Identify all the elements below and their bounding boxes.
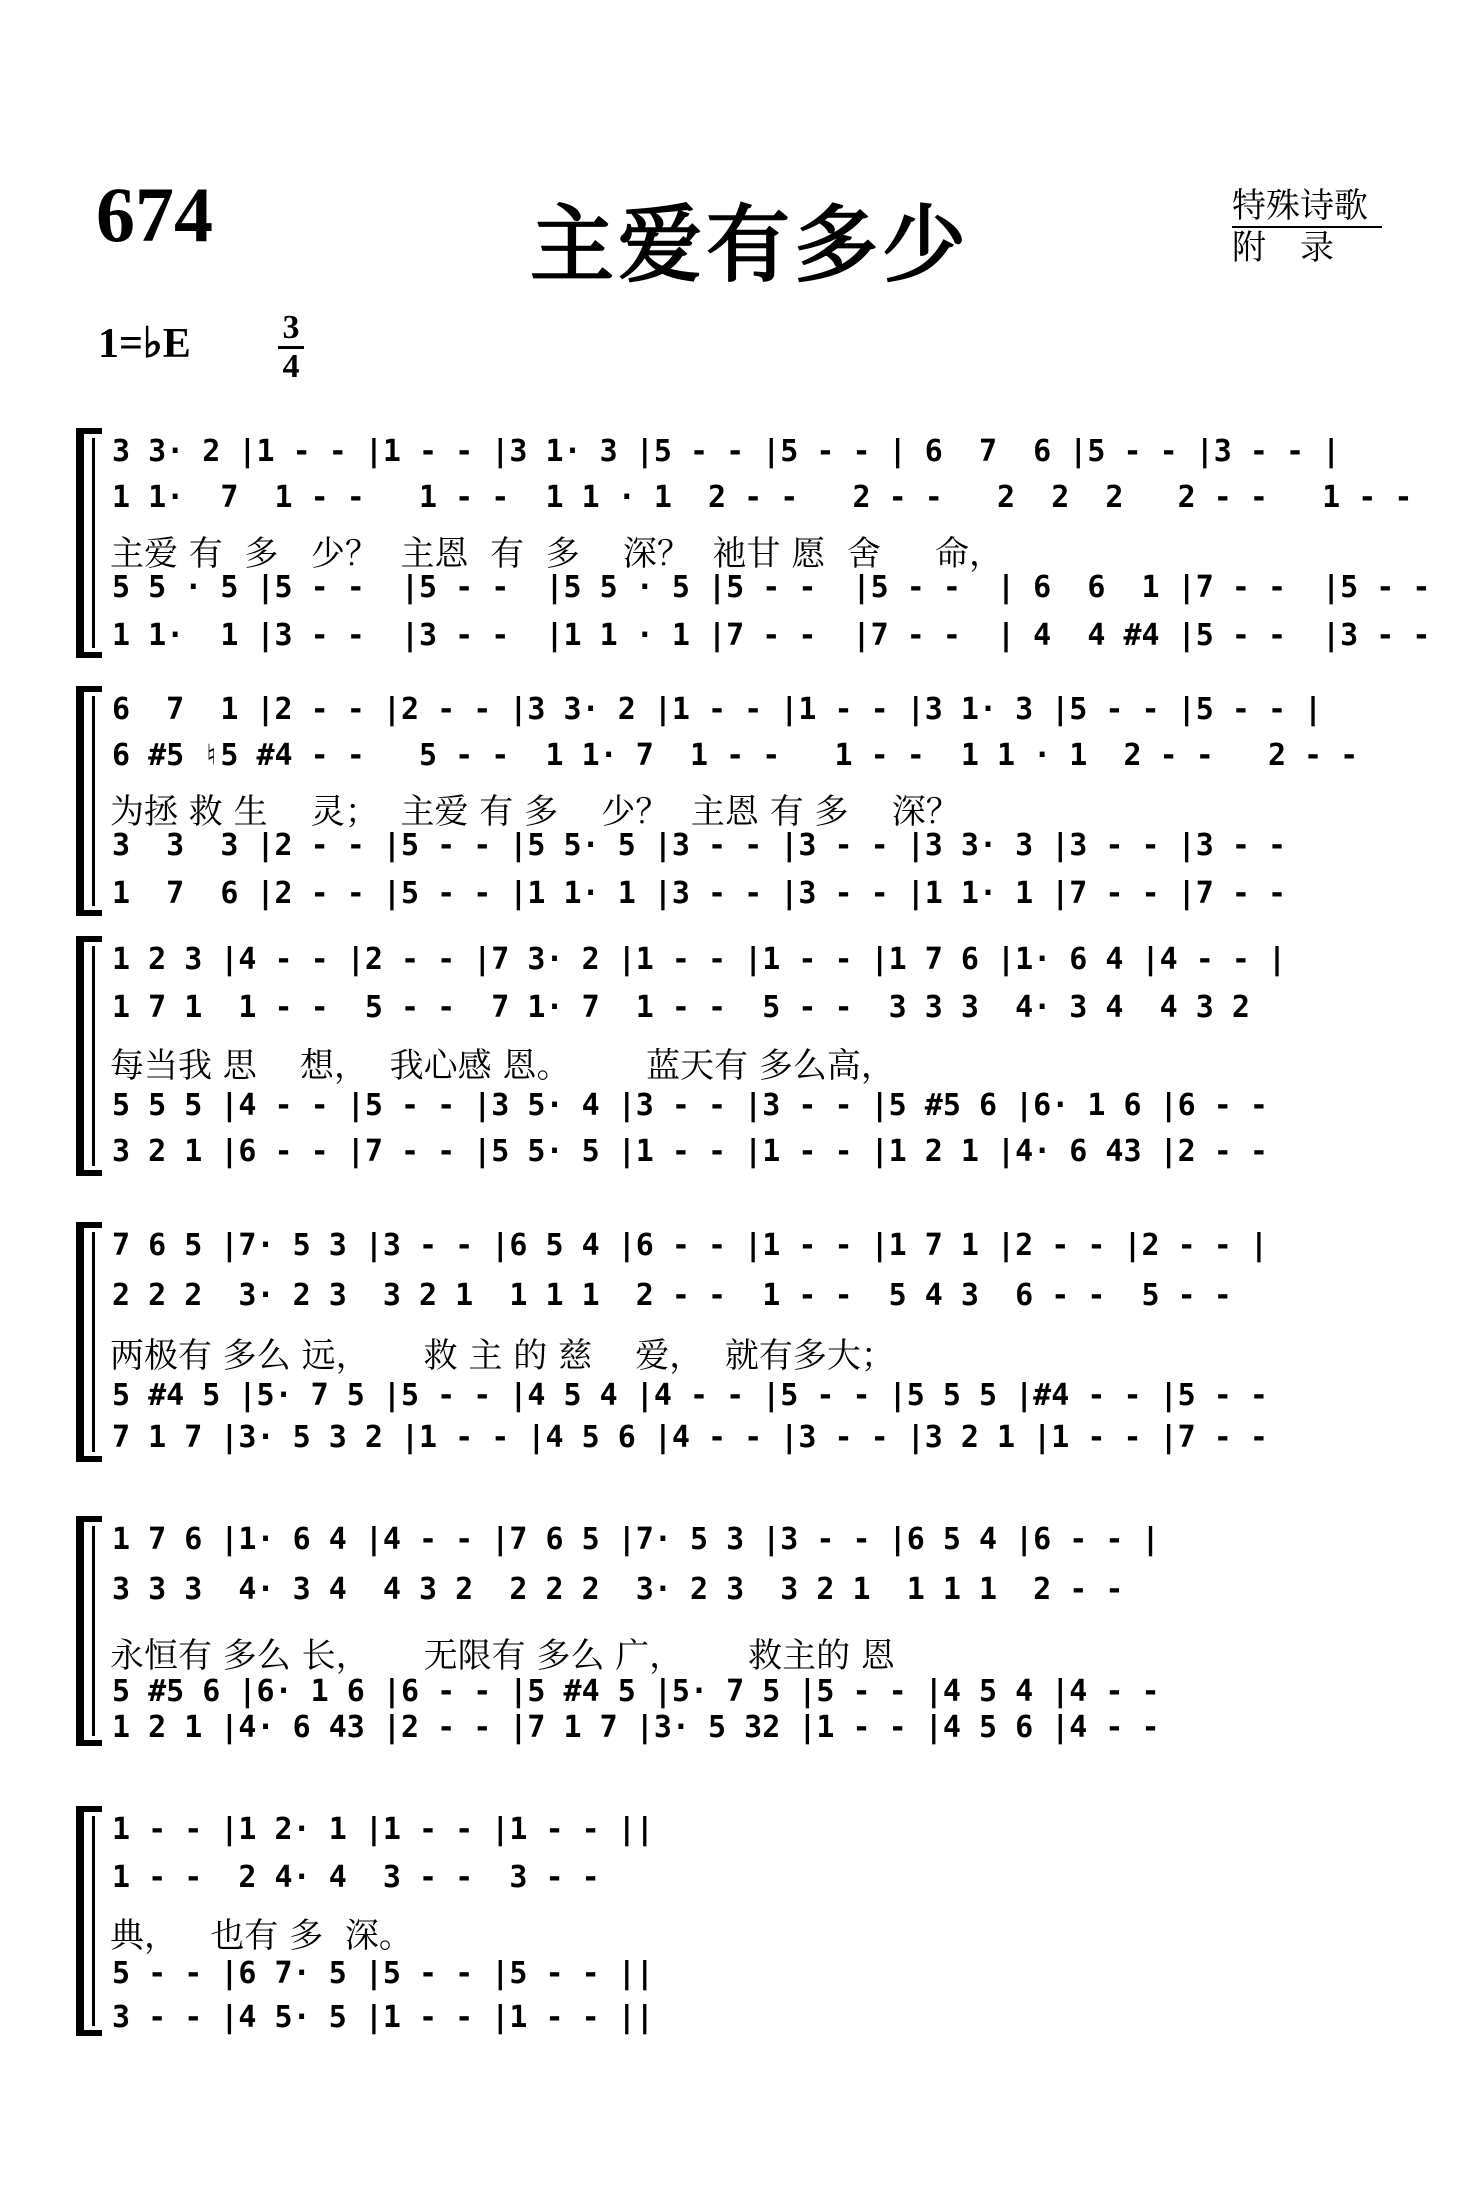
- bass-line: 3 - - |4 5· 5 |1 - - |1 - - ||: [112, 2000, 654, 2035]
- bass-line: 3 2 1 |6 - - |7 - - |5 5· 5 |1 - - |1 - - |1 2 1 |4· 6 43 |2 - -: [112, 1134, 1268, 1169]
- category-line-2: 附录: [1232, 228, 1368, 268]
- bass-line: 7 1 7 |3· 5 3 2 |1 - - |4 5 6 |4 - - |3 - - |3 2 1 |1 - - |7 - -: [112, 1420, 1268, 1455]
- alto-line: 2 2 2 3· 2 3 3 2 1 1 1 1 2 - - 1 - - 5 4 3 6 - - 5 - -: [112, 1278, 1232, 1313]
- alto-line: 6 #5 ♮5 #4 - - 5 - - 1 1· 7 1 - - 1 - - 1 1 · 1 2 - - 2 - -: [112, 738, 1359, 773]
- tenor-line: 5 #5 6 |6· 1 6 |6 - - |5 #4 5 |5· 7 5 |5 - - |4 5 4 |4 - -: [112, 1674, 1160, 1709]
- tenor-line: 5 5 · 5 |5 - - |5 - - |5 5 · 5 |5 - - |5 - - | 6 6 1 |7 - - |5 - -: [112, 570, 1431, 605]
- category-line-1: 特殊诗歌: [1232, 186, 1382, 228]
- music-system-4: [68, 1222, 1398, 1462]
- alto-line: 1 7 1 1 - - 5 - - 7 1· 7 1 - - 5 - - 3 3 3 4· 3 4 4 3 2: [112, 990, 1250, 1025]
- key-signature: 1=♭E: [98, 321, 191, 367]
- alto-line: 1 1· 7 1 - - 1 - - 1 1 · 1 2 - - 2 - - 2 2 2 2 - - 1 - -: [112, 480, 1413, 515]
- category-label: [1232, 186, 1382, 268]
- tenor-line: 5 #4 5 |5· 7 5 |5 - - |4 5 4 |4 - - |5 - - |5 5 5 |#4 - - |5 - -: [112, 1378, 1268, 1413]
- page-title: 主爱有多少: [530, 195, 971, 294]
- soprano-line: 1 2 3 |4 - - |2 - - |7 3· 2 |1 - - |1 - - |1 7 6 |1· 6 4 |4 - - |: [112, 942, 1286, 977]
- soprano-line: 3 3· 2 |1 - - |1 - - |3 1· 3 |5 - - |5 - - | 6 7 6 |5 - - |3 - - |: [112, 434, 1341, 469]
- time-signature: [278, 310, 304, 385]
- music-system-3: [68, 936, 1398, 1176]
- tenor-line: 3 3 3 |2 - - |5 - - |5 5· 5 |3 - - |3 - - |3 3· 3 |3 - - |3 - -: [112, 828, 1286, 863]
- soprano-line: 7 6 5 |7· 5 3 |3 - - |6 5 4 |6 - - |1 - - |1 7 1 |2 - - |2 - - |: [112, 1228, 1268, 1263]
- soprano-line: 1 7 6 |1· 6 4 |4 - - |7 6 5 |7· 5 3 |3 - - |6 5 4 |6 - - |: [112, 1522, 1160, 1557]
- hymn-number: 674: [96, 171, 213, 258]
- alto-line: 3 3 3 4· 3 4 4 3 2 2 2 2 3· 2 3 3 2 1 1 1 1 2 - -: [112, 1572, 1124, 1607]
- lyrics-line: 典， 也有 多 深。: [110, 1916, 413, 1956]
- time-signature-top: 3: [282, 309, 300, 346]
- alto-line: 1 - - 2 4· 4 3 - - 3 - -: [112, 1860, 600, 1895]
- lyrics-line: 两极有 多么 远， 救 主 的 慈 爱， 就有多大；: [110, 1336, 895, 1376]
- bass-line: 1 1· 1 |3 - - |3 - - |1 1 · 1 |7 - - |7 - - | 4 4 #4 |5 - - |3 - -: [112, 618, 1431, 653]
- lyrics-line: 永恒有 多么 长， 无限有 多么 广， 救主的 恩: [110, 1636, 895, 1676]
- soprano-line: 6 7 1 |2 - - |2 - - |3 3· 2 |1 - - |1 - - |3 1· 3 |5 - - |5 - - |: [112, 692, 1323, 727]
- lyrics-line: 每当我 思 想， 我心感 恩。 蓝天有 多么高，: [110, 1046, 895, 1086]
- soprano-line: 1 - - |1 2· 1 |1 - - |1 - - ||: [112, 1812, 654, 1847]
- lyrics-line: 主爱 有 多 少？ 主恩 有 多 深？ 祂甘 愿 舍 命，: [110, 534, 1003, 574]
- tenor-line: 5 5 5 |4 - - |5 - - |3 5· 4 |3 - - |3 - - |5 #5 6 |6· 1 6 |6 - -: [112, 1088, 1268, 1123]
- bass-line: 1 7 6 |2 - - |5 - - |1 1· 1 |3 - - |3 - - |1 1· 1 |7 - - |7 - -: [112, 876, 1286, 911]
- music-system-2: [68, 686, 1398, 916]
- lyrics-line: 为拯 救 生 灵； 主爱 有 多 少？ 主恩 有 多 深？: [110, 792, 960, 832]
- time-signature-bottom: 4: [282, 348, 300, 385]
- music-system-6: [68, 1806, 1398, 2036]
- music-system-1: [68, 428, 1431, 658]
- music-system-5: [68, 1516, 1398, 1746]
- tenor-line: 5 - - |6 7· 5 |5 - - |5 - - ||: [112, 1956, 654, 1991]
- bass-line: 1 2 1 |4· 6 43 |2 - - |7 1 7 |3· 5 32 |1 - - |4 5 6 |4 - -: [112, 1710, 1160, 1745]
